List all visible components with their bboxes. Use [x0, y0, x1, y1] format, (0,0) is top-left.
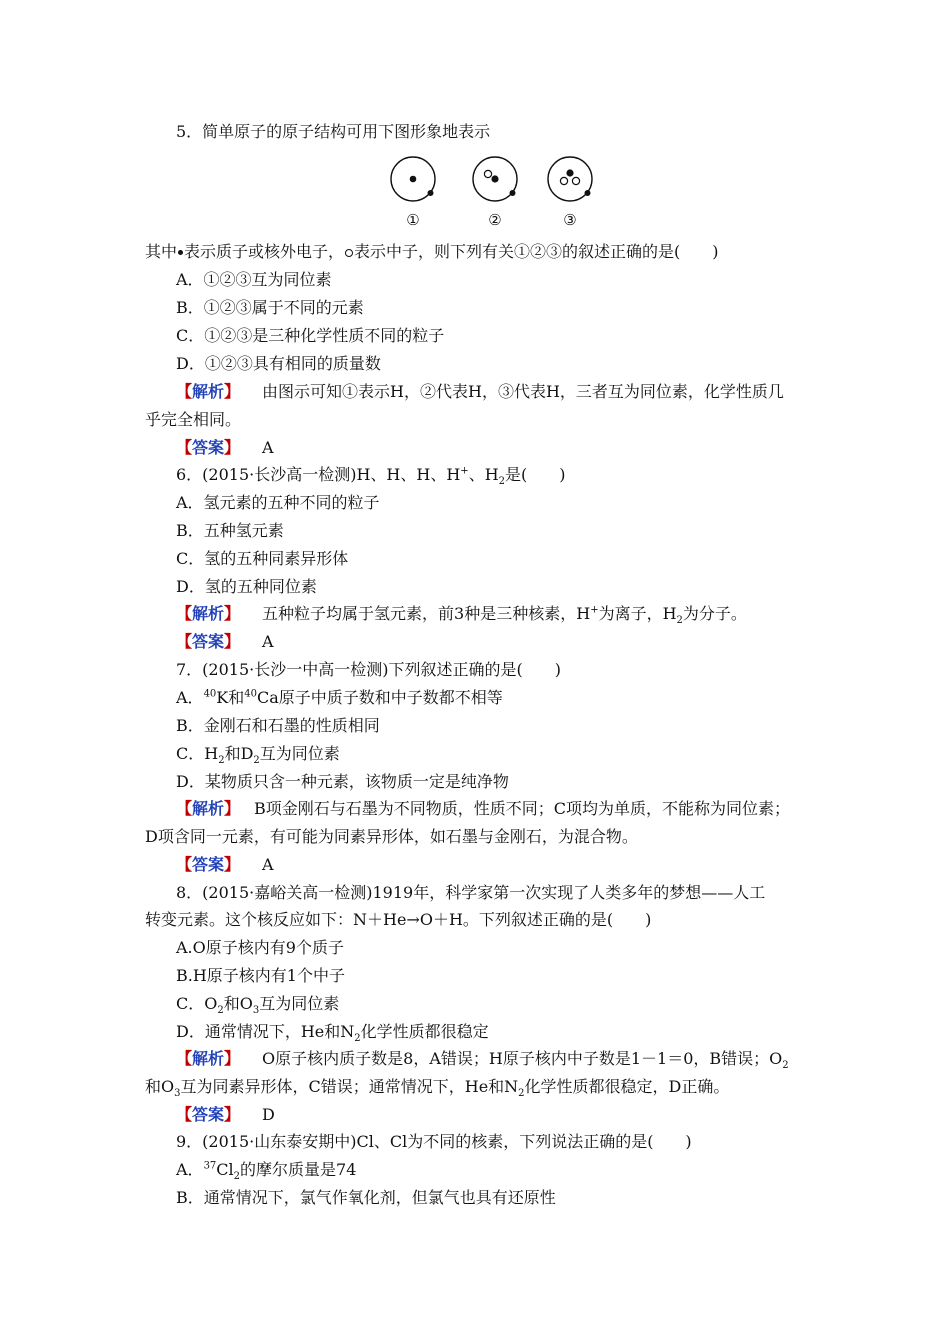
q6-analysis: 【解析】 五种粒子均属于氢元素，前3种是三种核素，H+为离子，$H_2$为分子。	[176, 604, 747, 627]
electron-dot	[510, 190, 516, 196]
q6-option-a: A．氢元素的五种不同的粒子	[176, 493, 380, 512]
q8-stem-cont: 转变元素。这个核反应如下：N＋He→O＋H。下列叙述正确的是( )	[145, 910, 652, 929]
q5-description: 其中 表示质子或核外电子， 表示中子，则下列有关①②③的叙述正确的是( )	[145, 242, 719, 261]
q5-option-c: C．①②③是三种化学性质不同的粒子	[176, 326, 445, 345]
atom-diagram-3	[548, 157, 592, 201]
analysis-tag: 【解析】	[176, 1049, 241, 1068]
q7-option-c: C．$H_2$和$D_2$互为同位素	[176, 744, 340, 767]
proton-dot	[491, 175, 498, 182]
q5-answer: 【答案】 A	[176, 438, 274, 457]
q6-option-c: C．氢的五种同素异形体	[176, 549, 349, 568]
q8-stem: 8．(2015·嘉峪关高一检测)1919年，科学家第一次实现了人类多年的梦想——人工	[176, 883, 766, 902]
atom-diagram-2	[473, 157, 517, 201]
q8-option-b: B.H原子核内有1个中子	[176, 966, 345, 985]
q7-answer: 【答案】 A	[176, 855, 274, 874]
diagram-label-1: ①	[406, 211, 420, 229]
proton-dot	[566, 169, 573, 176]
q9-stem: 9．(2015·山东泰安期中)Cl、Cl为不同的核素，下列说法正确的是( )	[176, 1132, 692, 1151]
q5-option-b: B．①②③属于不同的元素	[176, 298, 364, 317]
q6-option-d: D．氢的五种同位素	[176, 577, 317, 596]
q8-analysis-cont: 和$O_3$互为同素异形体，C错误；通常情况下，He和$N_2$化学性质都很稳定，D正确。	[145, 1077, 730, 1100]
q7-analysis-cont: D项含同一元素，有可能为同素异形体，如石墨与金刚石，为混合物。	[145, 827, 638, 846]
q7-option-a: A．$^{40}$K和$^{40}$Ca原子中质子数和中子数都不相等	[176, 688, 503, 707]
atom-diagram-1	[391, 157, 435, 201]
analysis-tag: 【解析】	[176, 382, 241, 401]
neutron-ring	[560, 177, 567, 184]
analysis-tag: 【解析】	[176, 604, 241, 623]
q9-option-a: A．$^{37}Cl_2$的摩尔质量是74	[176, 1160, 357, 1183]
q5-stem: 5．简单原子的原子结构可用下图形象地表示	[176, 122, 491, 141]
diagram-label-3: ③	[563, 211, 577, 229]
neutron-ring-icon	[345, 249, 353, 257]
proton-dot-icon	[178, 250, 183, 255]
q7-option-b: B．金刚石和石墨的性质相同	[176, 716, 380, 735]
electron-dot	[428, 190, 434, 196]
q8-analysis: 【解析】 O原子核内质子数是8，A错误；H原子核内中子数是1－1＝0，B错误；$O_2$	[176, 1049, 789, 1072]
q8-option-a: A.O原子核内有9个质子	[176, 938, 344, 957]
diagram-label-2: ②	[488, 211, 502, 229]
proton-dot	[410, 176, 417, 183]
q8-option-d: D．通常情况下，He和$N_2$化学性质都很稳定	[176, 1022, 489, 1045]
neutron-ring	[572, 177, 579, 184]
answer-tag: 【答案】	[176, 1105, 241, 1124]
neutron-ring	[484, 170, 491, 177]
answer-tag: 【答案】	[176, 438, 241, 457]
q6-stem: 6．(2015·长沙高一检测)H、H、H、H+、$H_2$是( )	[176, 465, 566, 488]
answer-tag: 【答案】	[176, 632, 241, 651]
answer-tag: 【答案】	[176, 855, 241, 874]
q6-option-b: B．五种氢元素	[176, 521, 284, 540]
q5-option-a: A．①②③互为同位素	[176, 270, 332, 289]
q9-option-b: B．通常情况下，氯气作氧化剂，但氯气也具有还原性	[176, 1188, 556, 1207]
q8-answer: 【答案】 D	[176, 1105, 275, 1124]
q5-option-d: D．①②③具有相同的质量数	[176, 354, 381, 373]
q8-option-c: C．$O_2$和$O_3$互为同位素	[176, 994, 340, 1017]
q7-analysis: 【解析】 B项金刚石与石墨为不同物质，性质不同；C项均为单质，不能称为同位素；	[176, 799, 791, 818]
q6-answer: 【答案】 A	[176, 632, 274, 651]
q5-analysis: 【解析】 由图示可知①表示H，②代表H，③代表H，三者互为同位素，化学性质几	[176, 382, 784, 401]
analysis-tag: 【解析】	[176, 799, 241, 818]
electron-dot	[585, 190, 591, 196]
q7-option-d: D．某物质只含一种元素，该物质一定是纯净物	[176, 772, 509, 791]
q7-stem: 7．(2015·长沙一中高一检测)下列叙述正确的是( )	[176, 660, 561, 679]
q5-analysis-cont: 乎完全相同。	[145, 410, 242, 429]
